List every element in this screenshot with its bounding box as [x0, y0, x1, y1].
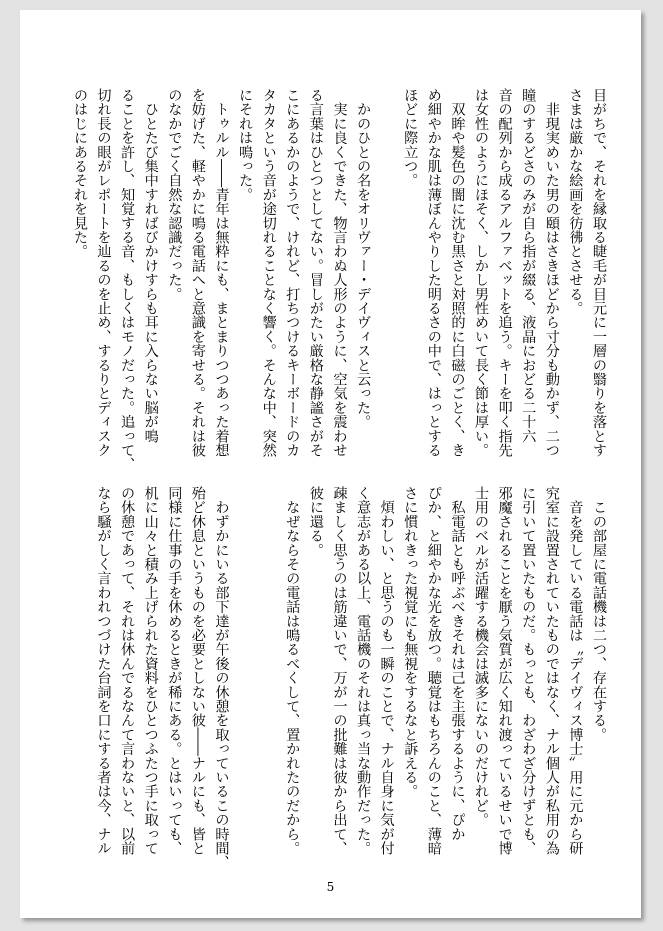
text-line: に引いて置いたものだ。もっとも、わざわざ分けずとも、: [520, 486, 537, 856]
text-line: の休憩であって、それは休んでるなんて言わないと、以前: [119, 486, 136, 856]
text-line: 煩わしい、と思うのも一瞬のことで、ナル自身に気が付: [378, 486, 395, 856]
text-line: なぜならその電話は鳴るべくして、置かれたのだから。: [284, 486, 301, 856]
text-line: 音の配列から成るアルファベットを追う。キーを叩く指先: [496, 88, 513, 458]
text-line: のなかでごく自然な認識だった。: [166, 88, 183, 301]
text-line: トゥルル――青年は無粋にも、まとまりつつあった着想: [213, 88, 230, 458]
text-line: [374, 88, 398, 471]
text-line: く意志がある以上、電話機のそれは真っ当な動作だった。: [355, 486, 372, 856]
text-line: 疎ましく思うのは筋違いで、万が一の批難は彼から出て、: [331, 486, 348, 856]
text-line: は女性のようにほそく、しかし男性めいて長く節は厚い。: [473, 88, 490, 458]
text-line: 非現実めいた男の頤はさきほどから寸分も動かず、二つ: [543, 88, 560, 458]
text-line: ることを許し、知覚する音、もしくはモノだった。追って、: [119, 88, 136, 472]
text-line: わずかにいる部下達が午後の休憩を取っているこの時間、: [213, 486, 230, 870]
text-line: 同様に仕事の手を休めるときが稀にある。とはいっても、: [166, 486, 183, 856]
text-line: この部屋に電話機は二つ、存在する。: [591, 486, 607, 742]
text-line: 切れ長の眼がレポートを辿るのを止め、するりとディスク: [95, 88, 112, 458]
text-line: 双眸や髪色の闇に沈む黒さと対照的に白磁のごとく、き: [449, 88, 466, 458]
text-line: なら騒がしく言われつづけた台詞を口にする者は今、ナル: [95, 486, 112, 856]
text-line: 邪魔されることを厭う気質が広く知れ渡っているせいで博: [496, 486, 513, 856]
text-line: 士用のベルが活躍する機会は滅多にないのだけれど。: [473, 486, 490, 827]
text-line: 瞳のするどさのみが自ら指が綴る、液晶におどる二十六: [520, 88, 537, 443]
text-line: め細やかな肌は薄ぼんやりした明るさの中で、はっとする: [425, 88, 442, 458]
text-line: にそれは鳴った。: [237, 88, 254, 202]
text-block-top: [67, 88, 610, 471]
text-line: 彼に還る。: [307, 486, 324, 557]
text-line: ほどに際立つ。: [402, 88, 419, 188]
document-page: [20, 10, 641, 918]
text-line: こにあるかのようで、けれど、打ちつけるキーボードのカ: [284, 88, 301, 458]
text-line: さまは厳かな絵画を彷彿とさせる。: [567, 88, 584, 316]
text-line: を妨げた、軽やかに鳴る電話へと意識を寄せる。それは彼: [189, 88, 206, 458]
text-line: ぴか、と細やかな光を放つ。聴覚はもちろんのこと、薄暗: [425, 486, 442, 856]
text-line: かのひとの名をオリヴァー・デイヴィスと云った。: [355, 88, 372, 429]
text-line: のはじにあるそれを見た。: [71, 88, 88, 259]
text-line: る言葉はひとつとしてない。冒しがたい厳格な静謐さがそ: [307, 88, 324, 458]
text-line: さに慣れきった視覚にも無視をするなと訴える。: [402, 486, 419, 799]
text-line: 机に山々と積み上げられた資料をひとつふたつ手に取って: [142, 486, 159, 856]
text-line: 究室に設置されていたものではなく、ナル個人が私用の為: [543, 486, 560, 856]
text-line: 私電話とも呼ぶべきそれは己を主張するように、ぴか: [449, 486, 466, 841]
text-line: 実に良くできた、物言わぬ人形のように、空気を震わせ: [331, 88, 348, 458]
text-line: [256, 486, 280, 868]
text-line: [233, 486, 257, 868]
text-line: 目がちで、それを縁取る睫毛が目元に一層の翳りを落とす: [591, 88, 607, 458]
text-line: タカタという音が途切れることなく響く。そんな中、突然: [260, 88, 277, 458]
text-line: 音を発している電話は〝デイヴィス博士〟用に元から研: [567, 486, 584, 856]
page-number: 5: [326, 880, 335, 894]
text-line: 殆ど休息というものを必要としない彼――ナルにも、皆と: [189, 486, 206, 856]
text-block-bottom: [91, 486, 610, 868]
text-line: ひとたび集中すればびかけすらも耳に入らない脳が鳴: [142, 88, 159, 443]
